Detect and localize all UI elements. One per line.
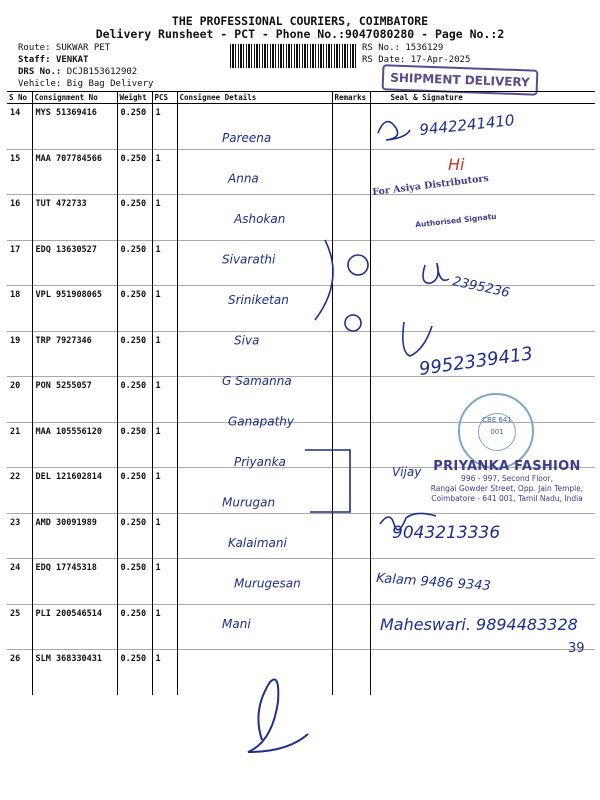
- asiya-distributors-stamp: For Asiya Distributors: [371, 172, 490, 199]
- staff-label: Staff:: [18, 55, 51, 65]
- bracket-22: [305, 450, 350, 512]
- authorised-signatory-stamp: Authorised Signatu: [414, 211, 497, 230]
- col-header-consignment: Consignment No: [32, 92, 117, 104]
- weight-cell: 0.250: [117, 377, 152, 423]
- rs-number: RS No.: 1536129: [362, 43, 444, 53]
- sno-cell: 14: [10, 108, 21, 118]
- pcs-cell: 1: [152, 149, 177, 195]
- consignee-handwriting: Priyanka: [234, 455, 286, 469]
- stamp-address-line-3: Coimbatore - 641 001, Tamil Nadu, India: [431, 494, 583, 503]
- pcs-cell: 1: [152, 331, 177, 377]
- consignment-cell: MYS 51369416: [32, 104, 117, 150]
- weight-cell: 0.250: [117, 331, 152, 377]
- consignment-cell: TUT 472733: [32, 195, 117, 241]
- weight-cell: 0.250: [117, 149, 152, 195]
- sig-18-number: 2395236: [451, 274, 511, 301]
- pcs-cell: 1: [152, 559, 177, 605]
- consignee-handwriting: Anna: [228, 171, 259, 186]
- pcs-cell: 1: [152, 195, 177, 241]
- col-header-sno: S No: [7, 92, 32, 104]
- consignment-cell: EDQ 17745318: [32, 559, 117, 605]
- pcs-cell: 1: [152, 104, 177, 150]
- weight-cell: 0.250: [117, 195, 152, 241]
- consignee-handwriting: Mani: [222, 617, 251, 631]
- stamp-address-line-2: Rangai Gowder Street, Opp. Jain Temple,: [430, 484, 584, 493]
- pcs-cell: 1: [152, 650, 177, 695]
- sno-cell: 19: [7, 331, 32, 377]
- pcs-cell: 1: [152, 604, 177, 650]
- signature-14: [378, 122, 410, 140]
- sno-cell: 15: [7, 149, 32, 195]
- pcs-cell: 1: [152, 286, 177, 332]
- route-text: Route: SUKWAR PET: [18, 43, 111, 53]
- pcs-cell: 1: [152, 422, 177, 468]
- consignment-cell: MAA 707784566: [32, 149, 117, 195]
- stamp-address-line-1: 996 - 997, Second Floor,: [461, 474, 553, 483]
- sno-cell: 22: [7, 468, 32, 514]
- bottom-signature: [248, 680, 308, 753]
- consignment-cell: AMD 30091989: [32, 513, 117, 559]
- drs-number: DCJB153612902: [66, 67, 138, 77]
- remark-circle-18: [348, 255, 368, 275]
- sno-cell: 20: [7, 377, 32, 423]
- weight-cell: 0.250: [117, 286, 152, 332]
- weight-cell: 0.250: [117, 604, 152, 650]
- sig-14-phone: 9442241410: [418, 111, 516, 139]
- consignee-handwriting: G Samanna: [222, 374, 292, 388]
- consignee-handwriting: Sriniketan: [228, 293, 289, 307]
- consignment-cell: SLM 368330431: [32, 650, 117, 695]
- col-header-weight: Weight: [117, 92, 152, 104]
- sno-cell: 21: [7, 422, 32, 468]
- col-header-pcs: PCS: [152, 92, 177, 104]
- company-title: THE PROFESSIONAL COURIERS, COIMBATORE: [171, 14, 429, 28]
- sno-cell: 18: [7, 286, 32, 332]
- runsheet-subtitle: Delivery Runsheet - PCT - Phone No.:9047080280 - Page No.:2: [95, 27, 505, 41]
- pcs-cell: 1: [152, 468, 177, 514]
- sno-cell: 23: [7, 513, 32, 559]
- consignee-handwriting: Ganapathy: [228, 414, 294, 429]
- sno-cell: 24: [7, 559, 32, 605]
- page-note: 39: [568, 641, 585, 656]
- sig-25-text: Kalam 9486 9343: [375, 571, 492, 594]
- sig-24-phone: 9043213336: [392, 523, 501, 543]
- sno-cell: 25: [7, 604, 32, 650]
- sno-cell: 16: [7, 195, 32, 241]
- sno-cell: 17: [7, 240, 32, 286]
- sig-22-name: Vijay: [392, 465, 422, 479]
- pcs-cell: 1: [152, 513, 177, 559]
- consignee-handwriting: Murugesan: [234, 576, 301, 591]
- sno-cell: 26: [7, 650, 32, 695]
- consignment-cell: PLI 200546514: [32, 604, 117, 650]
- col-header-remarks: Remarks: [332, 92, 370, 104]
- remark-stroke-17: [315, 240, 333, 320]
- consignee-handwriting: Siva: [234, 333, 260, 348]
- pcs-cell: 1: [152, 377, 177, 423]
- remark-circle-19: [345, 315, 361, 331]
- consignee-handwriting: Ashokan: [234, 212, 286, 226]
- sig-15-note: Hi: [448, 155, 465, 174]
- col-header-consignee: Consignee Details: [177, 92, 332, 104]
- col-header-signature: Seal & Signature: [370, 92, 595, 104]
- vehicle-text: Vehicle: Big Bag Delivery: [18, 79, 154, 89]
- consignment-cell: DEL 121602814: [32, 468, 117, 514]
- consignment-cell: PON 5255057: [32, 377, 117, 423]
- weight-cell: 0.250: [117, 559, 152, 605]
- drs-label: DRS No.:: [18, 67, 62, 77]
- round-seal-center: CBE 641 001: [478, 413, 516, 451]
- consignee-handwriting: Murugan: [222, 495, 276, 510]
- consignment-cell: EDQ 13630527: [32, 240, 117, 286]
- consignee-handwriting: Sivarathi: [222, 252, 276, 267]
- consignee-handwriting: Pareena: [222, 131, 272, 145]
- weight-cell: 0.250: [117, 240, 152, 286]
- consignment-cell: TRP 7927346: [32, 331, 117, 377]
- weight-cell: 0.250: [117, 650, 152, 695]
- staff-name: VENKAT: [55, 55, 89, 65]
- sig-26-text: Maheswari. 9894483328: [380, 615, 578, 634]
- consignment-cell: MAA 105556120: [32, 422, 117, 468]
- weight-cell: 0.250: [117, 513, 152, 559]
- weight-cell: 0.250: [117, 422, 152, 468]
- rs-date: RS Date: 17-Apr-2025: [362, 55, 471, 65]
- signature-19: [403, 322, 432, 356]
- delivery-stamp: SHIPMENT DELIVERY: [382, 64, 539, 95]
- stamp-company-name: PRIYANKA FASHION: [433, 459, 581, 474]
- pcs-cell: 1: [152, 240, 177, 286]
- consignment-cell: VPL 951908065: [32, 286, 117, 332]
- weight-cell: 0.250: [117, 468, 152, 514]
- consignee-handwriting: Kalaimani: [228, 536, 287, 550]
- weight-cell: 0.250: [117, 104, 152, 150]
- signature-18: [423, 263, 449, 283]
- sig-19-phone: 9952339413: [417, 343, 535, 380]
